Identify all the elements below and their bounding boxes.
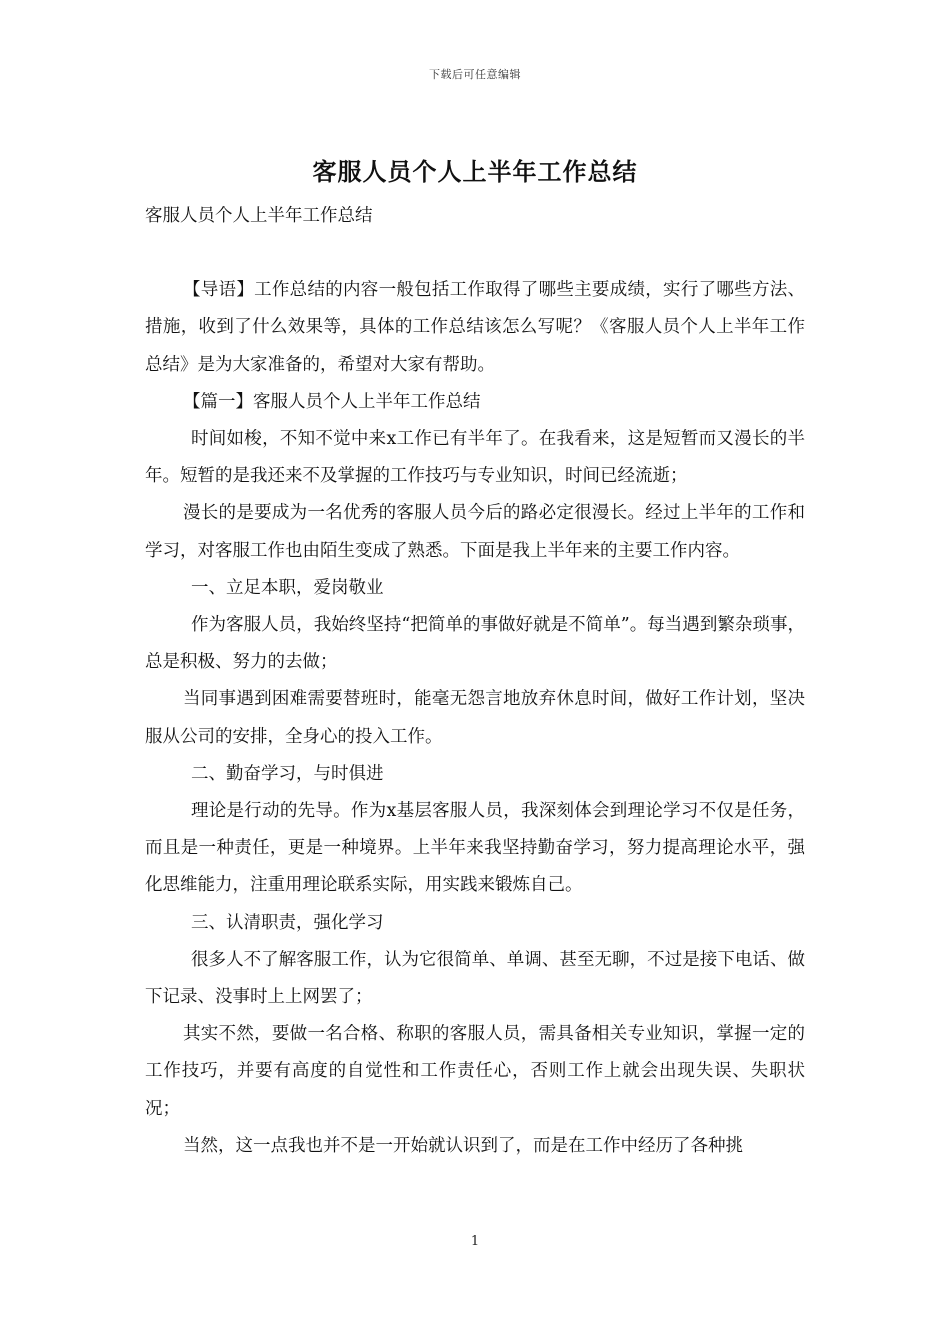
body-paragraph: 漫长的是要成为一名优秀的客服人员今后的路必定很漫长。经过上半年的工作和学习，对客服工作也由陌生变成了熟悉。下面是我上半年来的主要工作内容。: [145, 503, 805, 561]
section-heading: 二、勤奋学习，与时俱进: [191, 763, 384, 784]
body-paragraph: 理论是行动的先导。作为x基层客服人员，我深刻体会到理论学习不仅是任务，而且是一种责任，更是一种境界。上半年来我坚持勤奋学习，努力提高理论水平，强化思维能力，注重用理论联系实际，用实践来锻炼自己。: [145, 801, 805, 896]
section-heading: 【篇一】客服人员个人上半年工作总结: [183, 391, 481, 412]
body-paragraph: 很多人不了解客服工作，认为它很简单、单调、甚至无聊，不过是接下电话、做下记录、没事时上上网罢了；: [145, 949, 805, 1008]
intro-paragraph: 【导语】工作总结的内容一般包括工作取得了哪些主要成绩，实行了哪些方法、措施，收到了什么效果等，具体的工作总结该怎么写呢？《客服人员个人上半年工作总结》是为大家准备的，希望对大家有帮助。: [145, 280, 805, 375]
body-paragraph: 作为客服人员，我始终坚持“把简单的事做好就是不简单”。每当遇到繁杂琐事，总是积极、努力的去做；: [145, 615, 805, 673]
page-header: 下载后可任意编辑: [429, 68, 521, 81]
section-heading: 三、认清职责，强化学习: [191, 912, 384, 933]
body-paragraph: 时间如梭，不知不觉中来x工作已有半年了。在我看来，这是短暂而又漫长的半年。短暂的是我还来不及掌握的工作技巧与专业知识，时间已经流逝；: [145, 429, 805, 487]
document-title: 客服人员个人上半年工作总结: [312, 157, 638, 186]
section-heading: 一、立足本职，爱岗敬业: [191, 577, 384, 598]
body-paragraph: 其实不然，要做一名合格、称职的客服人员，需具备相关专业知识，掌握一定的工作技巧，并要有高度的自觉性和工作责任心，否则工作上就会出现失误、失职状况；: [145, 1024, 805, 1119]
page-number: 1: [470, 1234, 480, 1249]
body-paragraph: 当同事遇到困难需要替班时，能毫无怨言地放弃休息时间，做好工作计划，坚决服从公司的安排，全身心的投入工作。: [145, 689, 805, 747]
document-subtitle: 客服人员个人上半年工作总结: [145, 206, 373, 226]
body-paragraph: 当然，这一点我也并不是一开始就认识到了，而是在工作中经历了各种挑: [183, 1135, 743, 1156]
document-body: [145, 198, 805, 1165]
